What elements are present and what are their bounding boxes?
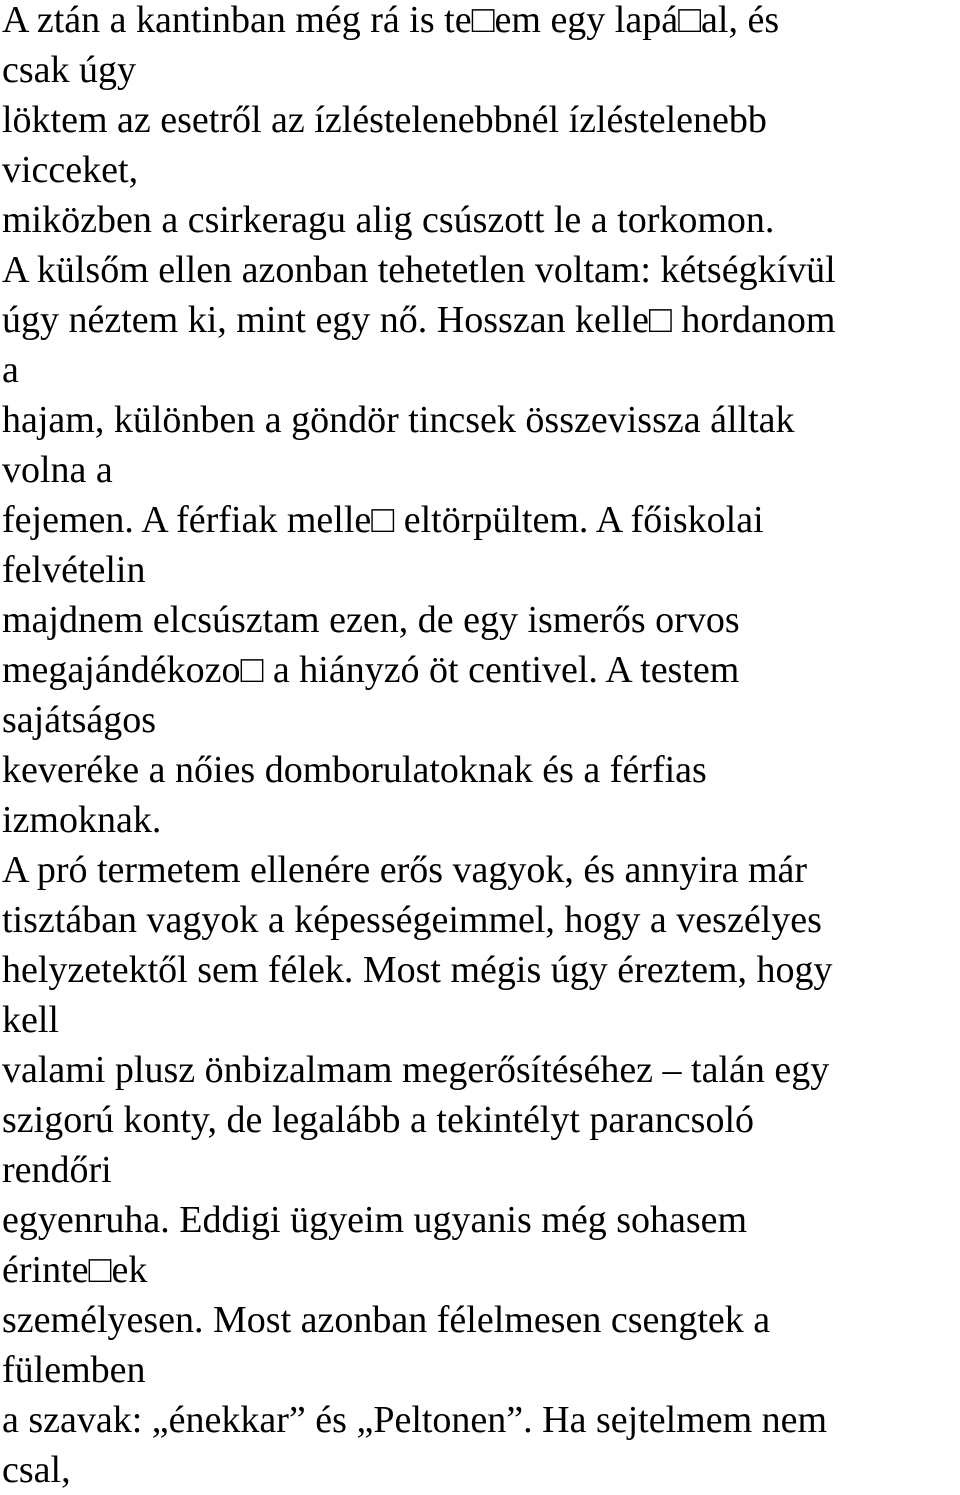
- text-line: a szavak: „énekkar” és „Peltonen”. Ha sejtelmem nem: [2, 1399, 828, 1441]
- text-line: csal,: [2, 1449, 71, 1491]
- text-line: fejemen. A férfiak melle□ eltörpültem. A főiskolai: [2, 499, 764, 541]
- text-line: csak úgy: [2, 49, 137, 91]
- text-line: izmoknak.: [2, 799, 162, 841]
- text-line: A pró termetem ellenére erős vagyok, és annyira már: [2, 849, 808, 891]
- text-line: kell: [2, 999, 59, 1041]
- text-line: megajándékozo□ a hiányzó öt centivel. A testem: [2, 649, 740, 691]
- text-line: löktem az esetről az ízléstelenebbnél ízléstelenebb: [2, 99, 767, 141]
- text-line: volna a: [2, 449, 113, 491]
- text-line: A külsőm ellen azonban tehetetlen voltam: kétségkívül: [2, 249, 836, 291]
- text-line: keveréke a nőies domborulatoknak és a férfias: [2, 749, 707, 791]
- text-line: majdnem elcsúsztam ezen, de egy ismerős orvos: [2, 599, 740, 641]
- text-line: miközben a csirkeragu alig csúszott le a torkomon.: [2, 199, 775, 241]
- text-line: a: [2, 349, 19, 391]
- text-line: személyesen. Most azonban félelmesen csengtek a: [2, 1299, 771, 1341]
- text-line: tisztában vagyok a képességeimmel, hogy a veszélyes: [2, 899, 822, 941]
- text-line: úgy néztem ki, mint egy nő. Hosszan kelle□ hordanom: [2, 299, 836, 341]
- text-line: érinte□ek: [2, 1249, 148, 1291]
- text-line: egyenruha. Eddigi ügyeim ugyanis még sohasem: [2, 1199, 748, 1241]
- text-line: valami plusz önbizalmam megerősítéséhez – talán egy: [2, 1049, 830, 1091]
- text-line: szigorú konty, de legalább a tekintélyt parancsoló: [2, 1099, 755, 1141]
- text-line: rendőri: [2, 1149, 112, 1191]
- text-line: helyzetektől sem félek. Most mégis úgy éreztem, hogy: [2, 949, 833, 991]
- text-line: felvételin: [2, 549, 146, 591]
- text-line: hajam, különben a göndör tincsek összevissza álltak: [2, 399, 795, 441]
- document-page: [2, 0, 958, 1495]
- text-line: A ztán a kantinban még rá is te□em egy lapá□al, és: [2, 0, 780, 41]
- text-line: sajátságos: [2, 699, 157, 741]
- text-line: fülemben: [2, 1349, 146, 1391]
- text-line: vicceket,: [2, 149, 139, 191]
